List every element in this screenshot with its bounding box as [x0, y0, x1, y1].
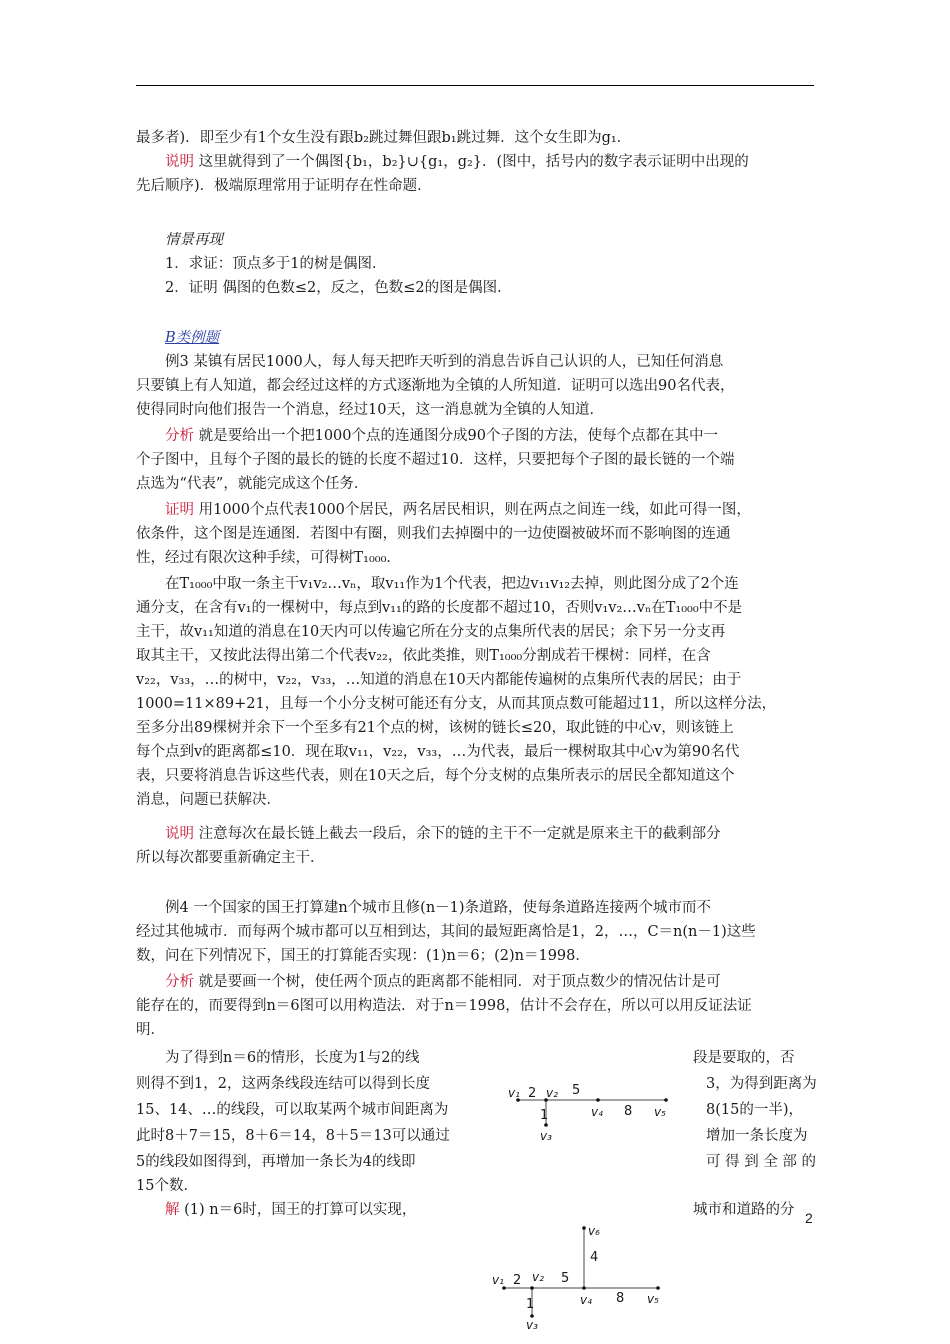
edge-label: 8 — [616, 1291, 625, 1306]
edge-label: 1 — [540, 1108, 549, 1123]
right-column-line: 段是要取的，否 — [693, 1050, 795, 1066]
analysis-paragraph: 分析 就是要画一个树，使任两个顶点的距离都不能相同．对于顶点数少的情况估计是可 — [165, 974, 721, 990]
note-paragraph: 说明 这里就得到了一个偶图{b₁，b₂}∪{g₁，g₂}．(图中，括号内的数字表示证明中出现的 — [165, 154, 749, 170]
vertex-label: v₃ — [540, 1129, 552, 1143]
left-column-line: 为了得到n＝6的情形，长度为1与2的线 — [165, 1050, 420, 1066]
right-column-line: 3，为得到距离为 — [706, 1076, 817, 1092]
paragraph: 点选为“代表”，就能完成这个任务． — [136, 476, 369, 492]
section-link[interactable]: B类例题 — [165, 330, 220, 346]
left-column-line: 15个数． — [136, 1178, 198, 1194]
vertex-v5 — [664, 1098, 668, 1102]
paragraph: 数，问在下列情况下，国王的打算能否实现：(1)n＝6；(2)n＝1998． — [136, 948, 590, 964]
vertex-label: v₂ — [546, 1086, 558, 1100]
paragraph: 个子图中，且每个子图的最长的链的长度不超过10．这样，只要把每个子图的最长链的一个端 — [136, 452, 735, 468]
paragraph: 使得同时向他们报告一个消息，经过10天，这一消息就为全镇的人知道． — [136, 402, 604, 418]
left-column-line: 则得不到1，2，这两条线段连结可以得到长度 — [136, 1076, 430, 1092]
header-rule — [136, 85, 814, 86]
vertex-v2 — [530, 1286, 534, 1290]
edge-label: 1 — [526, 1297, 535, 1312]
paragraph: 通分支，在含有v₁的一棵树中，每点到v₁₁的路的长度都不超过10，否则v₁v₂…vₙ在T₁₀₀₀中不是 — [136, 600, 743, 616]
vertex-label: v₅ — [654, 1105, 666, 1119]
vertex-label: v₅ — [647, 1292, 659, 1306]
paragraph: 取其主干，又按此法得出第二个代表v₂₂，依此类推，则T₁₀₀₀分割成若干棵树：同样，在含 — [136, 648, 711, 664]
paragraph: 在T₁₀₀₀中取一条主干v₁v₂…vₙ，取v₁₁作为1个代表，把边v₁₁v₁₂去掉，则此图分成了2个连 — [165, 576, 739, 592]
left-column-line: 15、14、…的线段，可以取某两个城市间距离为 — [136, 1102, 449, 1118]
paragraph: 例3 某镇有居民1000人，每人每天把昨天听到的消息告诉自己认识的人，已知任何消息 — [165, 354, 724, 370]
vertex-label: v₄ — [580, 1293, 592, 1307]
note-paragraph: 说明 注意每次在最长链上截去一段后，余下的链的主干不一定就是原来主干的截剩部分 — [165, 826, 721, 842]
vertex-label: v₆ — [588, 1224, 600, 1238]
analysis-label: 分析 — [165, 974, 194, 990]
vertex-label: v₁ — [508, 1086, 520, 1100]
left-column-line: 5的线段如图得到，再增加一条长为4的线即 — [136, 1154, 416, 1170]
analysis-label: 分析 — [165, 428, 194, 444]
paragraph: 只要镇上有人知道，都会经过这样的方式逐渐地为全镇的人所知道．证明可以选出90名代表， — [136, 378, 735, 394]
edge-label: 8 — [624, 1104, 633, 1119]
edge-label: 4 — [590, 1250, 599, 1265]
left-column-line: 此时8＋7＝15，8＋6＝14，8＋5＝13可以通过 — [136, 1128, 450, 1144]
vertex-v5 — [656, 1286, 660, 1290]
exercise-2: 2．证明 偶图的色数≤2，反之，色数≤2的图是偶图． — [165, 280, 512, 296]
edge-label: 2 — [513, 1273, 522, 1288]
vertex-label: v₂ — [532, 1270, 544, 1284]
edge-label: 5 — [572, 1083, 581, 1098]
proof-label: 证明 — [165, 502, 194, 518]
edge-label: 5 — [561, 1271, 570, 1286]
vertex-label: v₁ — [492, 1273, 504, 1287]
solution-label: 解 — [165, 1202, 180, 1218]
right-column-line: 8(15的一半)， — [706, 1102, 803, 1118]
right-column-line: 可 得 到 全 部 的 — [706, 1154, 817, 1170]
paragraph: 例4 一个国家的国王打算建n个城市且修(n－1)条道路，使每条道路连接两个城市而不 — [165, 900, 712, 916]
paragraph: 每个点到v的距离都≤10．现在取v₁₁，v₂₂，v₃₃，…为代表，最后一棵树取其中心v为第90名代 — [136, 744, 740, 760]
paragraph: 先后顺序)．极端原理常用于证明存在性命题． — [136, 178, 432, 194]
paragraph: 最多者)．即至少有1个女生没有跟b₂跳过舞但跟b₁跳过舞．这个女生即为g₁． — [136, 130, 632, 146]
paragraph: 依条件，这个图是连通图．若图中有圈，则我们去掉圈中的一边使圈被破坏而不影响图的连通 — [136, 526, 731, 542]
vertex-v4 — [582, 1286, 586, 1290]
paragraph: 主干，故v₁₁知道的消息在10天内可以传遍它所在分支的点集所代表的居民；余下另一分支再 — [136, 624, 726, 640]
exercise-1: 1．求证：顶点多于1的树是偶图． — [165, 256, 387, 272]
paragraph: 至多分出89棵树并余下一个至多有21个点的树，该树的链长≤20，取此链的中心v，则该链上 — [136, 720, 734, 736]
vertex-v4 — [596, 1098, 600, 1102]
paragraph: 性，经过有限次这种手续，可得树T₁₀₀₀． — [136, 550, 401, 566]
tree-figure-2 — [486, 1218, 686, 1340]
paragraph: 表，只要将消息告诉这些代表，则在10天之后，每个分支树的点集所表示的居民全都知道这个 — [136, 768, 735, 784]
paragraph: 1000=11×89+21，且每一个小分支树可能还有分支，从而其顶点数可能超过11，所以这样分法， — [136, 696, 777, 712]
right-column-line: 增加一条长度为 — [706, 1128, 808, 1144]
analysis-paragraph: 分析 就是要给出一个把1000个点的连通图分成90个子图的方法，使每个点都在其中一 — [165, 428, 718, 444]
page-number: 2 — [805, 1210, 813, 1226]
note-label: 说明 — [165, 826, 194, 842]
paragraph: v₂₂，v₃₃，…的树中，v₂₂，v₃₃，…知道的消息在10天内都能传遍树的点集所代表的居民；由于 — [136, 672, 742, 688]
tree-figure-1 — [500, 1070, 680, 1150]
vertex-label: v₃ — [526, 1318, 538, 1332]
section-heading: 情景再现 — [165, 232, 223, 248]
vertex-label: v₄ — [591, 1105, 603, 1119]
right-column-line: 城市和道路的分 — [693, 1202, 795, 1218]
paragraph: 所以每次都要重新确定主干． — [136, 850, 325, 866]
proof-paragraph: 证明 用1000个点代表1000个居民，两名居民相识，则在两点之间连一线，如此可得一图， — [165, 502, 751, 518]
paragraph: 能存在的，而要得到n＝6图可以用构造法．对于n＝1998，估计不会存在，所以可以用反证法证 — [136, 998, 752, 1014]
vertex-v3 — [544, 1123, 548, 1127]
note-label: 说明 — [165, 154, 194, 170]
paragraph: 消息，问题已获解决． — [136, 792, 281, 808]
paragraph: 明． — [136, 1022, 165, 1038]
vertex-v6 — [582, 1226, 586, 1230]
paragraph: 经过其他城市．而每两个城市都可以互相到达，其间的最短距离恰是1，2，…，C＝n(n－1)这些 — [136, 924, 756, 940]
edge-label: 2 — [528, 1086, 537, 1101]
solution-line: 解 (1) n＝6时，国王的打算可以实现， — [165, 1202, 417, 1218]
